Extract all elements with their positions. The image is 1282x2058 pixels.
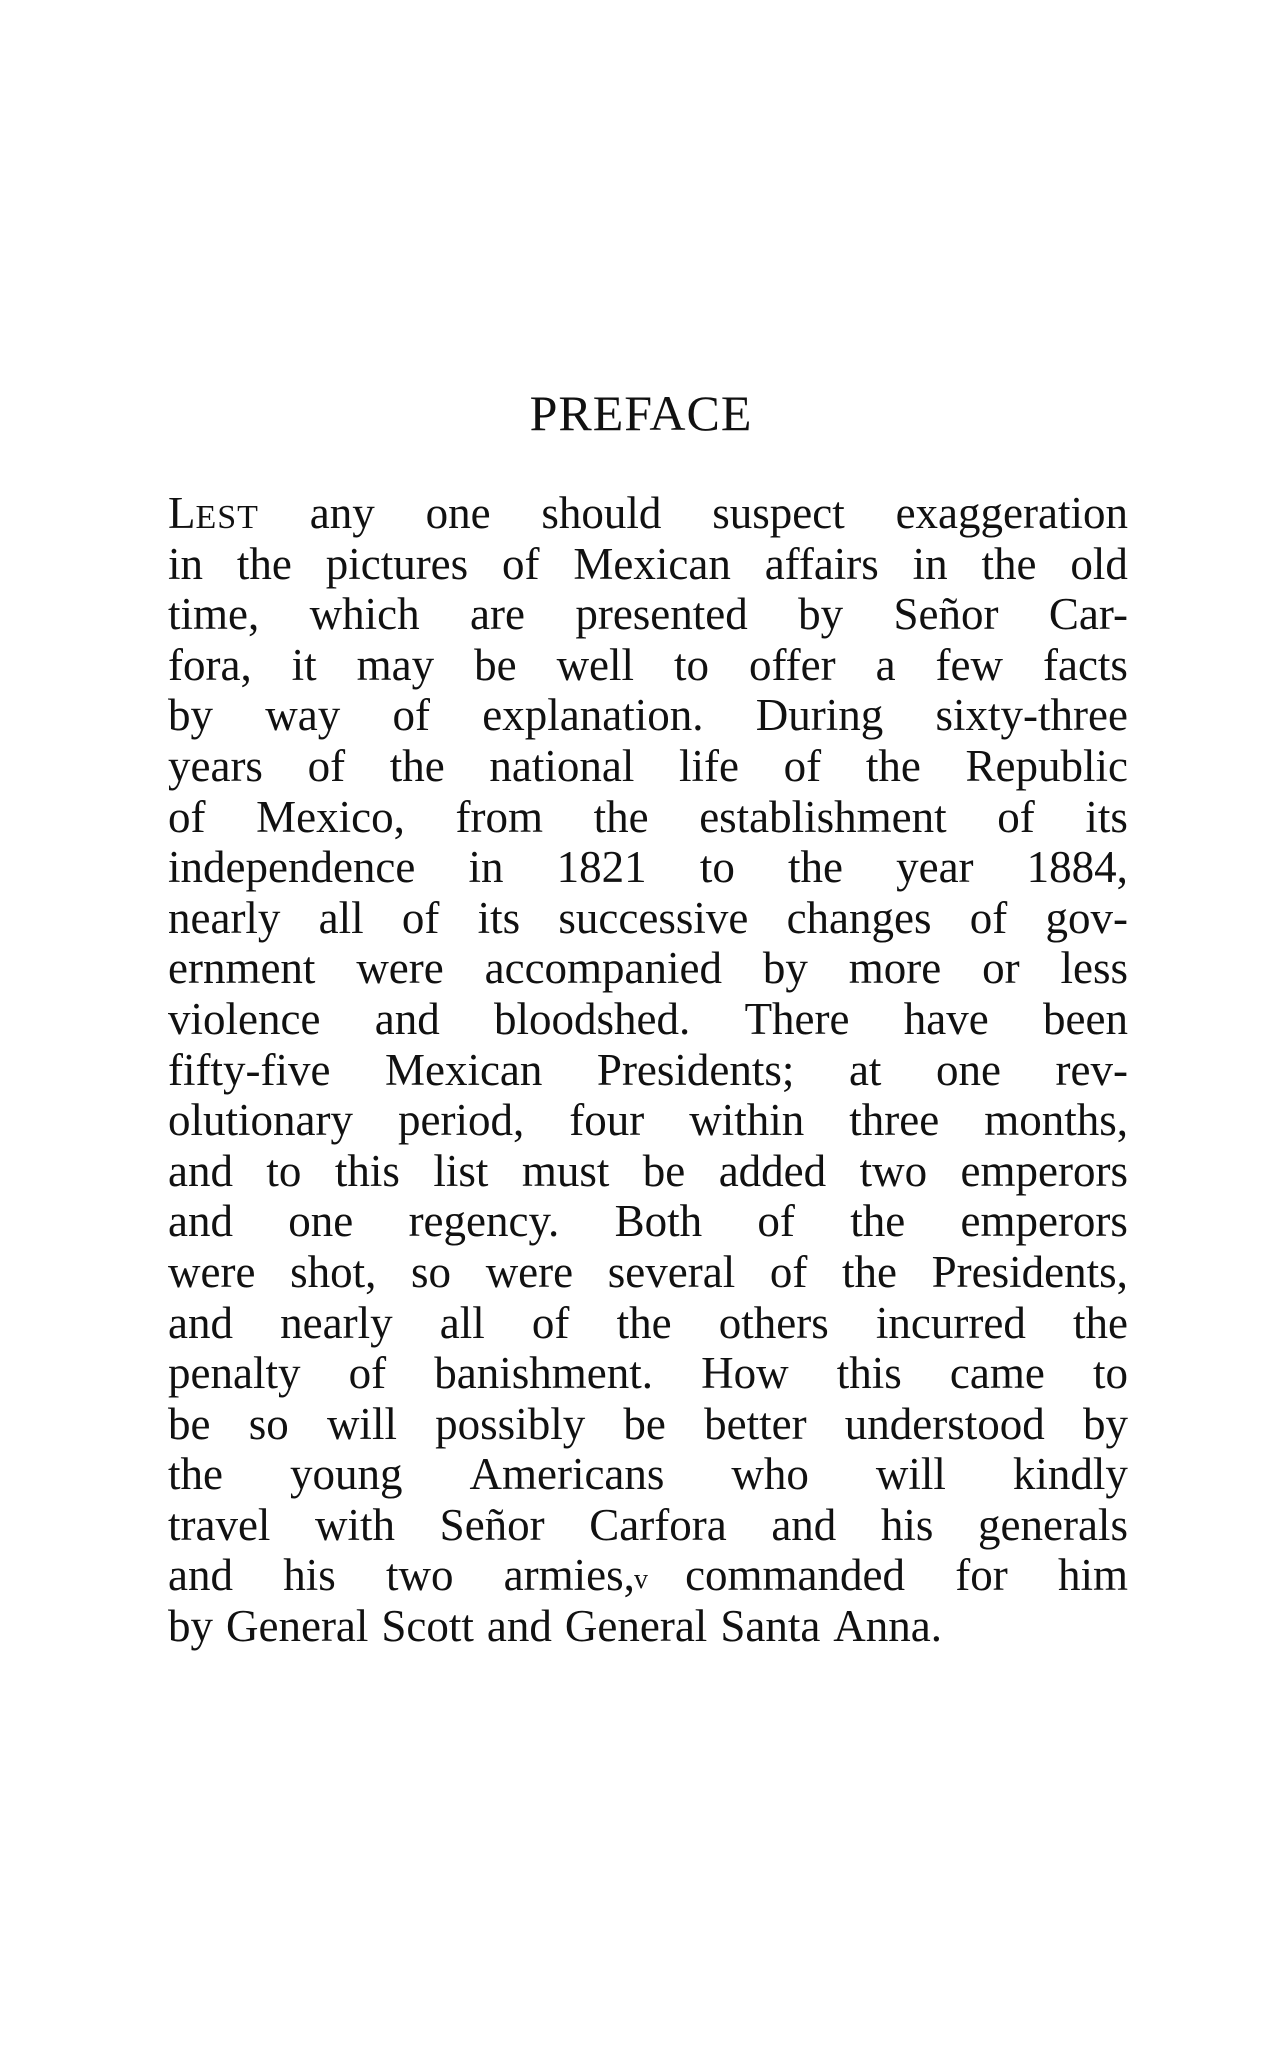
word: its xyxy=(477,892,521,943)
word: commanded xyxy=(685,1550,906,1601)
word: Mexico, xyxy=(256,791,405,842)
word: changes xyxy=(786,892,932,943)
word: well xyxy=(556,639,635,690)
word: two xyxy=(859,1145,928,1196)
word: Carfora xyxy=(589,1499,727,1550)
word: possibly xyxy=(435,1398,586,1449)
word: the xyxy=(593,791,649,842)
text-line xyxy=(168,741,1128,792)
word: of xyxy=(783,740,822,791)
word: are xyxy=(470,589,525,640)
word: sixty-three xyxy=(935,690,1128,741)
word: Mexican xyxy=(384,1044,543,1095)
small-caps-text: EST xyxy=(195,499,259,536)
word: may xyxy=(356,639,435,690)
word: independence xyxy=(168,842,416,893)
text-line xyxy=(168,1095,1128,1146)
word: the xyxy=(1073,1297,1128,1348)
word: it xyxy=(291,639,317,690)
word: the xyxy=(236,538,292,589)
word: General xyxy=(226,1601,369,1652)
word: the xyxy=(616,1297,672,1348)
word: General xyxy=(564,1601,708,1652)
word: of xyxy=(757,1196,795,1247)
word: list xyxy=(433,1145,489,1196)
word: year xyxy=(896,842,974,893)
word: nearly xyxy=(168,892,281,943)
opening-word xyxy=(168,488,259,539)
word: the xyxy=(787,842,843,893)
word: fora, xyxy=(168,639,252,690)
word: life xyxy=(679,740,739,791)
word: so xyxy=(248,1398,289,1449)
word: accompanied xyxy=(484,943,722,994)
text-line xyxy=(168,1399,1128,1450)
page-number: v xyxy=(634,1564,648,1595)
word: the xyxy=(168,1449,223,1500)
word: the xyxy=(865,740,921,791)
word: suspect xyxy=(712,488,845,538)
word: for xyxy=(955,1550,1008,1601)
word: the xyxy=(842,1246,897,1297)
page-title: PREFACE xyxy=(529,385,753,441)
word: banishment. xyxy=(434,1348,653,1399)
word: be xyxy=(642,1145,686,1196)
word: of xyxy=(502,538,540,589)
text-line xyxy=(168,1146,1128,1197)
word: its xyxy=(1085,791,1128,842)
word: be xyxy=(168,1398,211,1449)
text-line xyxy=(168,589,1128,640)
word: Presidents, xyxy=(931,1246,1128,1297)
word: gov- xyxy=(1045,892,1128,943)
word: shot, xyxy=(290,1246,377,1297)
word: ernment xyxy=(168,943,316,994)
text-line xyxy=(168,539,1128,590)
word: in xyxy=(912,538,948,589)
initial-letter: L xyxy=(168,488,196,538)
word: offer xyxy=(749,639,836,690)
word: any xyxy=(309,488,375,538)
word: Scott xyxy=(381,1601,474,1652)
word: Señor xyxy=(439,1499,545,1550)
word: will xyxy=(326,1398,397,1449)
word: all xyxy=(318,892,364,943)
text-line xyxy=(168,943,1128,994)
word: should xyxy=(541,488,662,538)
word: 1821 xyxy=(556,842,647,893)
word: by xyxy=(168,1601,213,1652)
text-line xyxy=(168,893,1128,944)
word: of xyxy=(969,892,1008,943)
word: from xyxy=(455,791,543,842)
word: in xyxy=(168,538,204,589)
word: national xyxy=(489,740,635,791)
text-line xyxy=(168,792,1128,843)
word: pictures xyxy=(325,538,469,589)
text-line xyxy=(168,1196,1128,1247)
word: this xyxy=(836,1348,902,1399)
word: and xyxy=(168,1196,233,1247)
word: others xyxy=(718,1297,829,1348)
word: incurred xyxy=(875,1297,1026,1348)
word: been xyxy=(1043,993,1128,1044)
word: penalty xyxy=(168,1348,301,1399)
word: were xyxy=(168,1246,256,1297)
word: of xyxy=(531,1297,570,1348)
word: and xyxy=(374,993,440,1044)
word: to xyxy=(1092,1348,1128,1399)
word: olutionary xyxy=(168,1095,353,1146)
word: During xyxy=(755,690,884,741)
text-line xyxy=(168,1500,1128,1551)
word: There xyxy=(744,993,850,1044)
word: few xyxy=(935,639,1004,690)
word: Republic xyxy=(965,740,1128,791)
word: in xyxy=(468,842,504,893)
word: affairs xyxy=(764,538,879,589)
word: all xyxy=(439,1297,485,1348)
word: two xyxy=(385,1550,454,1601)
word: him xyxy=(1057,1550,1128,1601)
word: one xyxy=(288,1196,354,1247)
word: Santa xyxy=(720,1601,821,1652)
word: less xyxy=(1060,943,1128,994)
word: of xyxy=(168,791,206,842)
word: facts xyxy=(1042,639,1128,690)
word: by xyxy=(168,690,213,741)
word: have xyxy=(903,993,989,1044)
word: nearly xyxy=(280,1297,393,1348)
word: his xyxy=(880,1499,934,1550)
word: or xyxy=(982,943,1020,994)
word: of xyxy=(348,1348,387,1399)
word: by xyxy=(798,589,844,640)
word: came xyxy=(949,1348,1045,1399)
word: Señor xyxy=(893,589,999,640)
word: 1884, xyxy=(1026,842,1128,893)
word: one xyxy=(425,488,491,538)
word: explanation. xyxy=(482,690,704,741)
text-line xyxy=(168,640,1128,691)
preface-body xyxy=(168,488,1128,1652)
word: a xyxy=(875,639,896,690)
word: by xyxy=(1082,1398,1128,1449)
word: three xyxy=(849,1095,940,1146)
word: period, xyxy=(397,1095,525,1146)
word: who xyxy=(731,1449,809,1500)
word: and xyxy=(168,1550,233,1601)
word: Presidents; xyxy=(596,1044,795,1095)
word: and xyxy=(486,1601,552,1652)
word: the xyxy=(850,1196,906,1247)
word: time, xyxy=(168,589,260,640)
text-line xyxy=(168,1298,1128,1349)
word: armies, xyxy=(503,1550,635,1601)
word: to xyxy=(699,842,735,893)
word: more xyxy=(848,943,942,994)
word: within xyxy=(689,1095,805,1146)
word: Anna. xyxy=(833,1601,943,1652)
word: of xyxy=(769,1246,808,1297)
word: several xyxy=(607,1246,736,1297)
word: Americans xyxy=(469,1449,665,1500)
word: Mexican xyxy=(573,538,731,589)
word: exaggeration xyxy=(895,488,1128,538)
word: generals xyxy=(978,1499,1128,1550)
word: the xyxy=(981,538,1037,589)
word: Car- xyxy=(1048,589,1128,640)
word: were xyxy=(356,943,444,994)
word: way xyxy=(265,690,341,741)
word: understood xyxy=(844,1398,1045,1449)
word: this xyxy=(334,1145,400,1196)
word: rev- xyxy=(1055,1044,1128,1095)
word: and xyxy=(771,1499,837,1550)
word: fifty-five xyxy=(168,1044,331,1095)
word: be xyxy=(474,639,517,690)
word: travel xyxy=(168,1499,271,1550)
word: regency. xyxy=(408,1196,560,1247)
text-line xyxy=(168,690,1128,741)
word: better xyxy=(704,1398,807,1449)
word: successive xyxy=(558,892,749,943)
word: the xyxy=(389,740,445,791)
word: at xyxy=(848,1044,882,1095)
word: years xyxy=(168,740,263,791)
text-line xyxy=(168,842,1128,893)
word: and xyxy=(168,1297,233,1348)
word: How xyxy=(701,1348,789,1399)
word: four xyxy=(569,1095,645,1146)
text-line xyxy=(168,994,1128,1045)
word: of xyxy=(307,740,346,791)
word: with xyxy=(315,1499,396,1550)
word: months, xyxy=(984,1095,1128,1146)
word: will xyxy=(875,1449,946,1500)
text-line xyxy=(168,1449,1128,1500)
word: emperors xyxy=(960,1196,1128,1247)
word: added xyxy=(718,1145,827,1196)
word: his xyxy=(283,1550,336,1601)
word: presented xyxy=(575,589,748,640)
word: which xyxy=(309,589,420,640)
text-line xyxy=(168,1247,1128,1298)
word: one xyxy=(935,1044,1001,1095)
word: to xyxy=(266,1145,302,1196)
word: of xyxy=(997,791,1035,842)
word: by xyxy=(762,943,808,994)
word: of xyxy=(392,690,431,741)
word: so xyxy=(411,1246,452,1297)
word: young xyxy=(289,1449,403,1500)
word: violence xyxy=(168,993,321,1044)
word: establishment xyxy=(699,791,947,842)
word: were xyxy=(485,1246,574,1297)
text-line xyxy=(168,1045,1128,1096)
word: emperors xyxy=(960,1145,1128,1196)
text-line xyxy=(168,488,1128,539)
word: of xyxy=(401,892,440,943)
word: and xyxy=(168,1145,233,1196)
text-line xyxy=(168,1348,1128,1399)
word: bloodshed. xyxy=(494,993,691,1044)
word: to xyxy=(674,639,710,690)
text-line xyxy=(168,1601,1128,1652)
word: Both xyxy=(614,1196,703,1247)
word: be xyxy=(623,1398,666,1449)
word: must xyxy=(521,1145,610,1196)
word: kindly xyxy=(1012,1449,1128,1500)
word: old xyxy=(1070,538,1128,589)
